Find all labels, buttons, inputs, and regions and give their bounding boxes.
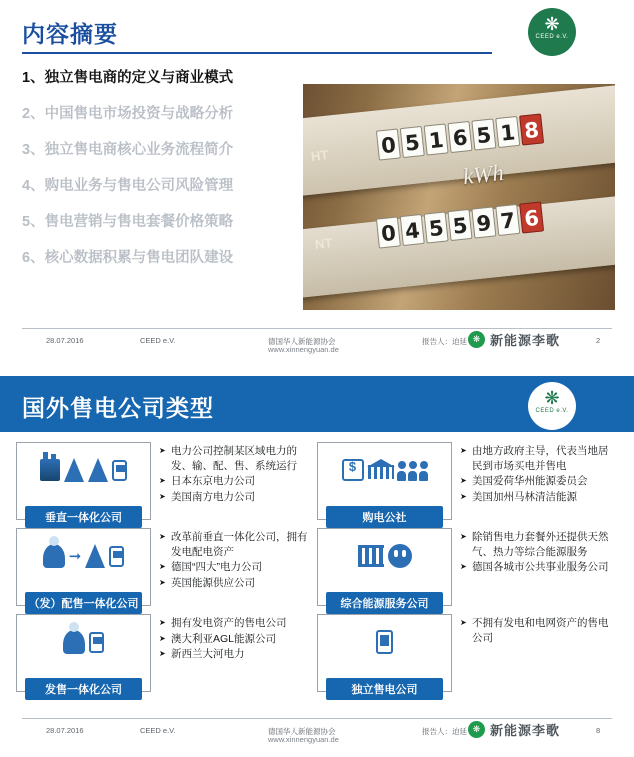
footer-website: www.xinnengyuan.de bbox=[268, 345, 339, 354]
card-bullets bbox=[159, 614, 317, 692]
list-item: ➤ 美国加州马林清洁能源 bbox=[460, 490, 618, 505]
agenda-text: 独立售电商的定义与商业模式 bbox=[44, 70, 234, 86]
card-bullets bbox=[159, 442, 317, 520]
list-item: ➤ 美国南方电力公司 bbox=[159, 490, 317, 505]
list-item[interactable] bbox=[22, 176, 292, 196]
title-underline bbox=[22, 52, 492, 54]
list-item: ➤ 拥有发电资产的售电公司 bbox=[159, 616, 317, 631]
agenda-number: 5、 bbox=[22, 214, 45, 230]
card-artwork bbox=[318, 615, 451, 665]
list-item: ➤ 电力公司控制某区域电力的发、输、配、售、系统运行 bbox=[159, 444, 317, 473]
footer-divider bbox=[22, 718, 612, 719]
meter-icon bbox=[112, 460, 127, 481]
grid-cell bbox=[16, 614, 317, 696]
card-bullets bbox=[460, 614, 618, 692]
grid-cell bbox=[317, 614, 618, 696]
list-item: ➤ 新西兰大河电力 bbox=[159, 647, 317, 662]
card-artwork bbox=[17, 615, 150, 665]
meter-digit: 5 bbox=[447, 209, 472, 241]
footer-reporter: 报告人：迫延 bbox=[422, 337, 467, 346]
bank-icon bbox=[368, 459, 394, 481]
card-bullets bbox=[159, 528, 317, 606]
meter-digit-decimal: 6 bbox=[519, 201, 544, 233]
card-caption: （发）配售一体化公司 bbox=[25, 592, 142, 614]
list-item[interactable] bbox=[22, 248, 292, 268]
watermark-text: 新能源李歌 bbox=[490, 723, 561, 738]
card-independent-retailer[interactable] bbox=[317, 614, 452, 696]
agenda-number: 1、 bbox=[22, 70, 45, 86]
footer-association: 德国华人新能源协会 bbox=[268, 337, 336, 346]
list-item: ➤ 不拥有发电和电网资产的售电公司 bbox=[460, 616, 618, 645]
meter-digit: 6 bbox=[447, 121, 472, 153]
ceed-logo bbox=[528, 382, 576, 430]
meter-digit: 0 bbox=[376, 128, 401, 160]
agenda-text: 核心数据积累与售电团队建设 bbox=[44, 250, 234, 266]
tariff-low-label: NT bbox=[314, 235, 334, 252]
green-circle-icon: ❋ bbox=[468, 721, 485, 738]
list-item: ➤ 美国爱荷华州能源委员会 bbox=[460, 474, 618, 489]
cool-icon bbox=[43, 544, 65, 568]
footer-association: 德国华人新能源协会 bbox=[268, 727, 336, 736]
meter-digit: 0 bbox=[376, 216, 401, 248]
slide-content-summary bbox=[0, 0, 634, 360]
agenda-text: 售电营销与售电套餐价格策略 bbox=[44, 214, 234, 230]
page-title: 内容摘要 bbox=[22, 21, 118, 47]
arrow-icon: ➞ bbox=[68, 547, 82, 565]
company-type-grid bbox=[16, 442, 618, 700]
meter-digit: 5 bbox=[400, 126, 425, 158]
tower-icon bbox=[85, 544, 105, 568]
logo-label: CEED e.V. bbox=[535, 34, 569, 40]
agenda-number: 3、 bbox=[22, 142, 45, 158]
agenda-text: 独立售电商核心业务流程简介 bbox=[44, 142, 234, 158]
grid-cell bbox=[317, 528, 618, 610]
meter-digit: 5 bbox=[471, 118, 496, 150]
meter-icon bbox=[109, 546, 124, 567]
meter-digit-decimal: 8 bbox=[519, 113, 544, 145]
green-circle-icon: ❋ bbox=[468, 331, 485, 348]
cool-icon bbox=[63, 630, 85, 654]
list-item: ➤ 澳大利亚AGL能源公司 bbox=[159, 632, 317, 647]
card-artwork bbox=[17, 529, 150, 579]
card-power-purchase-cooperative[interactable] bbox=[317, 442, 452, 524]
list-item: ➤ 除销售电力套餐外还提供天然气、热力等综合能源服务 bbox=[460, 530, 618, 559]
meter-digit: 9 bbox=[471, 206, 496, 238]
card-caption: 垂直一体化公司 bbox=[25, 506, 142, 528]
footer-divider bbox=[22, 328, 612, 329]
watermark bbox=[468, 330, 560, 349]
grid-row bbox=[16, 614, 618, 696]
people-icon bbox=[398, 459, 428, 481]
agenda-number: 6、 bbox=[22, 250, 45, 266]
bill-icon bbox=[342, 459, 364, 481]
card-integrated-energy-service[interactable] bbox=[317, 528, 452, 610]
electricity-meter-photo bbox=[303, 84, 615, 310]
grid-cell bbox=[16, 442, 317, 524]
card-artwork bbox=[17, 443, 150, 493]
meter-unit-label: kWh bbox=[461, 159, 506, 190]
list-item[interactable] bbox=[22, 212, 292, 232]
meter-digit: 4 bbox=[400, 214, 425, 246]
card-artwork bbox=[318, 443, 451, 493]
page-title: 国外售电公司类型 bbox=[22, 395, 214, 421]
agenda-number: 4、 bbox=[22, 178, 45, 194]
watermark-text: 新能源李歌 bbox=[490, 333, 561, 348]
ceed-logo bbox=[528, 8, 576, 56]
meter-digit: 7 bbox=[495, 204, 520, 236]
footer-date: 28.07.2016 bbox=[46, 336, 84, 345]
footer-page-number: 8 bbox=[596, 726, 601, 735]
card-caption: 发售一体化公司 bbox=[25, 678, 142, 700]
list-item: ➤ 由地方政府主导，代表当地居民到市场买电并售电 bbox=[460, 444, 618, 473]
footer-date: 28.07.2016 bbox=[46, 726, 84, 735]
card-bullets bbox=[460, 528, 618, 606]
card-vertical-integrated[interactable] bbox=[16, 442, 151, 524]
footer-page-number: 2 bbox=[596, 336, 601, 345]
grid-cell bbox=[16, 528, 317, 610]
card-artwork bbox=[318, 529, 451, 579]
list-item[interactable] bbox=[22, 104, 292, 124]
card-bullets bbox=[460, 442, 618, 520]
card-gen-distribution-integrated[interactable] bbox=[16, 528, 151, 610]
footer-reporter: 报告人：迫延 bbox=[422, 727, 467, 736]
agenda-text: 中国售电市场投资与战略分析 bbox=[44, 106, 234, 122]
meter-icon bbox=[89, 632, 104, 653]
agenda-number: 2、 bbox=[22, 106, 45, 122]
list-item: ➤ 德国各城市公共事业服务公司 bbox=[460, 560, 618, 575]
footer-org: CEED e.V. bbox=[140, 336, 176, 345]
list-item: ➤ 改革前垂直一体化公司，拥有发电配电资产 bbox=[159, 530, 317, 559]
tower-icon bbox=[64, 458, 84, 482]
tariff-high-label: HT bbox=[310, 147, 330, 164]
card-caption: 综合能源服务公司 bbox=[326, 592, 443, 614]
list-item: ➤ 德国“四大”电力公司 bbox=[159, 560, 317, 575]
card-caption: 独立售电公司 bbox=[326, 678, 443, 700]
plug-icon bbox=[388, 544, 412, 568]
plant-icon bbox=[40, 459, 60, 481]
fan-icon: ❋ bbox=[544, 14, 560, 34]
list-item: ➤ 日本东京电力公司 bbox=[159, 474, 317, 489]
meter-digit: 5 bbox=[424, 211, 449, 243]
grid-row bbox=[16, 442, 618, 524]
grid-cell bbox=[317, 442, 618, 524]
meter-digit: 1 bbox=[424, 123, 449, 155]
agenda-text: 购电业务与售电公司风险管理 bbox=[44, 178, 234, 194]
list-item[interactable] bbox=[22, 140, 292, 160]
radiator-icon bbox=[358, 545, 384, 567]
meter-digit: 1 bbox=[495, 116, 520, 148]
fan-icon: ❋ bbox=[544, 388, 560, 408]
logo-label: CEED e.V. bbox=[535, 408, 569, 414]
card-caption: 购电公社 bbox=[326, 506, 443, 528]
watermark bbox=[468, 720, 560, 739]
list-item[interactable] bbox=[22, 68, 292, 88]
phone-icon bbox=[376, 630, 393, 654]
slide-retail-company-types bbox=[0, 376, 634, 757]
footer-org: CEED e.V. bbox=[140, 726, 176, 735]
grid-row bbox=[16, 528, 618, 610]
footer-website: www.xinnengyuan.de bbox=[268, 735, 339, 744]
tower-icon bbox=[88, 458, 108, 482]
agenda-list bbox=[22, 68, 292, 284]
card-gen-retail-integrated[interactable] bbox=[16, 614, 151, 696]
list-item: ➤ 英国能源供应公司 bbox=[159, 576, 317, 591]
